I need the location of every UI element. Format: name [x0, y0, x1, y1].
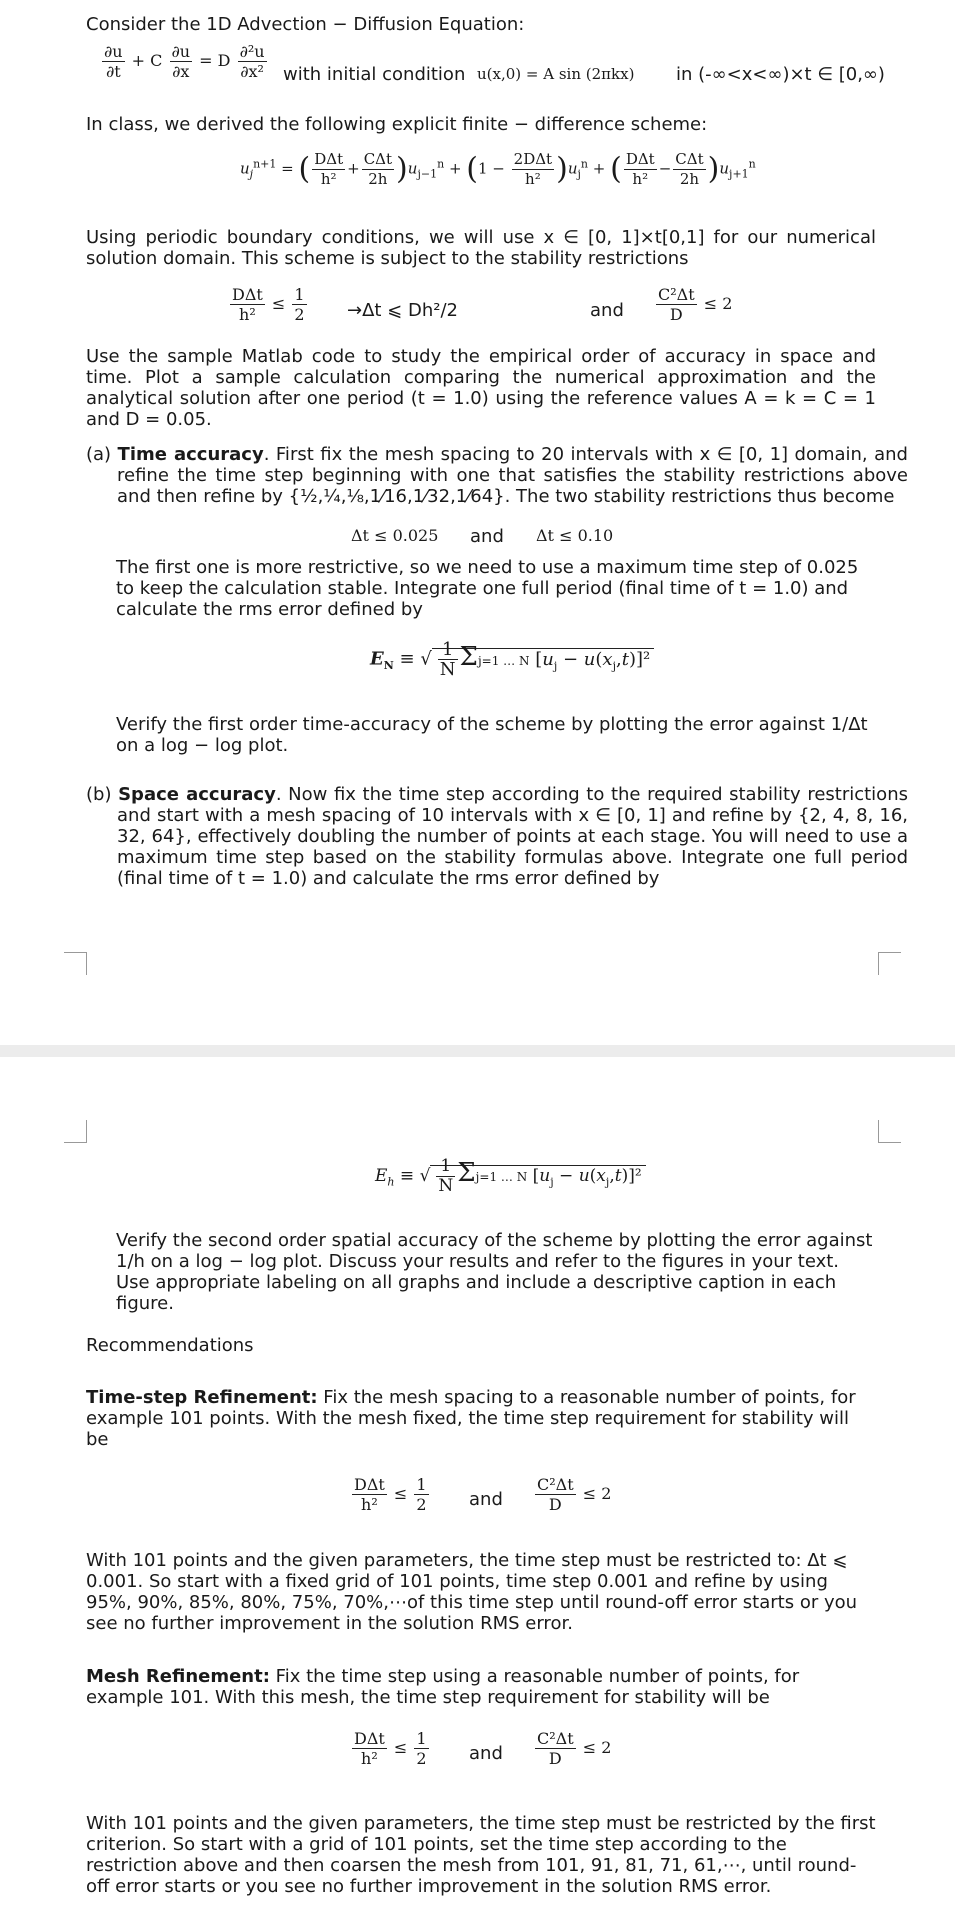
and-label-2: and [470, 526, 504, 547]
crop-mark-bottom-left [64, 1120, 87, 1143]
and-label-1: and [590, 300, 624, 321]
mesh-refine-followup: With 101 points and the given parameters, the time step must be restricted by the first criterion. So start with a grid of 101 points, set the time step according to the restriction above and then coarsen the mesh from 101, 91, 81, 71, 61,⋯, until round-off error starts or you see no further improvement in the solution RMS error. [86, 1813, 876, 1897]
page-separator [0, 1045, 955, 1057]
verify-space-text: Verify the second order spatial accuracy of the scheme by plotting the error against 1/h on a log − log plot. Discuss your results and refer to the figures in your text. Use appropriate labeling on all graphs and include a descriptive caption in each figure. [116, 1230, 873, 1314]
stability-restriction-2: $\frac{\text{C²Δt}}{D}$ ≤ 2 [658, 285, 733, 324]
time-refine-restriction-2: $\frac{\text{C²Δt}}{D}$ ≤ 2 [537, 1475, 612, 1514]
initial-condition-label: with initial condition [283, 64, 466, 85]
restrictive-text: The first one is more restrictive, so we need to use a maximum time step of 0.025 to keep the calculation stable. Integrate one full period (final time of t = 1.0) and calculate the rms error defined by [116, 557, 859, 620]
crop-mark-top-right [878, 952, 901, 975]
and-label-4: and [469, 1743, 503, 1764]
stability-arrow-text: →Δt ⩽ Dh²/2 [347, 300, 458, 321]
rms-time-equation: $E_N$ ≡ √ $\frac{1}{N}$ Σj=1 … N $[u_j - u(x_j,t)]^2$ [370, 640, 654, 679]
mesh-refine-restriction-2: $\frac{\text{C²Δt}}{D}$ ≤ 2 [537, 1729, 612, 1768]
intro-text: Consider the 1D Advection − Diffusion Equation: [86, 14, 525, 35]
verify-time-text: Verify the first order time-accuracy of the scheme by plotting the error against 1/Δt on a log − log plot. [116, 714, 868, 756]
rms-space-equation: $E_h$ ≡ √ $\frac{1}{N}$ Σj=1 … N $[u_j - u(x_j,t)]^2$ [375, 1157, 646, 1196]
scheme-equation: $u_j^{n+1}$ = ( $\frac{\text{DΔt}}{\text{h²}}$ + $\frac{\text{CΔt}}{2h}$ )$u_{j-1}^n + (1$ − $\frac{\text{2DΔt}}{\text{h²}}$ )$u_j^n$ + ( $\frac{\text{DΔt}}{\text{h²}}$ − $\frac{\text{CΔt}}{2h}$ )$u_{j+1}^n$ [240, 150, 756, 188]
sample-calc-text: Use the sample Matlab code to study the empirical order of accuracy in space and time. Plot a sample calculation comparing the numerical approximation and the analytical solution after one period (t = 1.0) using the reference values A = k = C = 1 and D = 0.05. [86, 346, 876, 430]
dt-limit-1: Δt ≤ 0.025 [351, 526, 439, 545]
domain-text: in (-∞<x<∞)×t ∈ [0,∞) [676, 64, 885, 85]
and-label-3: and [469, 1489, 503, 1510]
crop-mark-bottom-right [878, 1120, 901, 1143]
crop-mark-top-left [64, 952, 87, 975]
part-a-text: (a) Time accuracy. First fix the mesh spacing to 20 intervals with x ∈ [0, 1] domain, and refine the time step beginning with one that satisfies the stability restrictions above and then refine by {½,¼,⅛,1⁄16,1⁄32,1⁄64}. The two stability restrictions thus become [86, 444, 908, 507]
part-b-text: (b) Space accuracy. Now fix the time step according to the required stability restrictions and start with a mesh spacing of 10 intervals with x ∈ [0, 1] and refine by {2, 4, 8, 16, 32, 64}, effectively doubling the number of points at each stage. You will need to use a maximum time step based on the stability formulas above. Integrate one full period (final time of t = 1.0) and calculate the rms error defined by [86, 784, 908, 889]
dt-limit-2: Δt ≤ 0.10 [536, 526, 614, 545]
mesh-refinement-text: Mesh Refinement: Fix the time step using a reasonable number of points, for example 101. With this mesh, the time step requirement for stability will be [86, 1666, 800, 1708]
time-refine-followup: With 101 points and the given parameters, the time step must be restricted to: Δt ⩽ 0.001. So start with a fixed grid of 101 points, time step 0.001 and refine by using 95%, 90%, 85%, 80%, 75%, 70%,⋯of this time step until round-off error starts or you see no further improvement in the solution RMS error. [86, 1550, 858, 1634]
time-step-refinement-text: Time-step Refinement: Fix the mesh spacing to a reasonable number of points, for example 101 points. With the mesh fixed, the time step requirement for stability will be [86, 1387, 856, 1450]
initial-condition: u(x,0) = A sin (2πkx) [477, 65, 635, 83]
periodic-bc-text: Using periodic boundary conditions, we will use x ∈ [0, 1]×t[0,1] for our numerical solution domain. This scheme is subject to the stability restrictions [86, 227, 876, 269]
document-page-2 [0, 1057, 955, 1920]
pde-equation: $\frac{\partial u}{\partial t}$ + C $\frac{\partial u}{\partial x}$ = D $\frac{\text{∂²u}}{\text{∂x²}}$ [104, 42, 265, 81]
time-refine-restriction-1: $\frac{\text{DΔt}}{\text{h²}}$ ≤ $\frac{1}{2}$ [354, 1475, 427, 1514]
scheme-intro: In class, we derived the following explicit finite − difference scheme: [86, 114, 708, 135]
recommendations-heading: Recommendations [86, 1335, 254, 1356]
stability-restriction-1: $\frac{\text{DΔt}}{\text{h²}}$ ≤ $\frac{1}{2}$ [232, 285, 305, 324]
mesh-refine-restriction-1: $\frac{\text{DΔt}}{\text{h²}}$ ≤ $\frac{1}{2}$ [354, 1729, 427, 1768]
